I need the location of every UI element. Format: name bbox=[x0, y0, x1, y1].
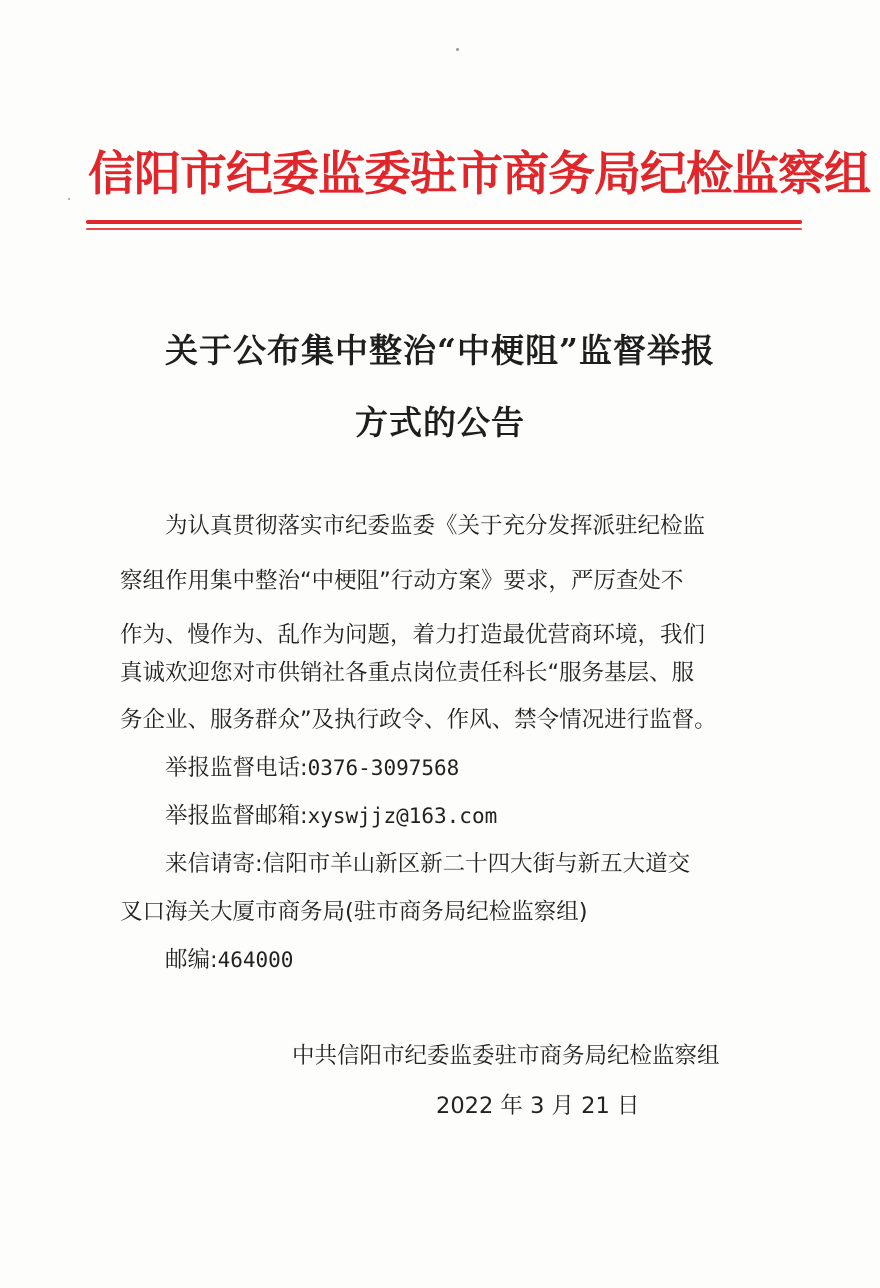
body-line-5: 务企业、服务群众”及执行政令、作风、禁令情况进行监督。 bbox=[120, 707, 717, 733]
signature-organization: 中共信阳市纪委监委驻市商务局纪检监察组 bbox=[292, 1043, 720, 1069]
body-line-3: 作为、慢作为、乱作为问题，着力打造最优营商环境，我们 bbox=[120, 622, 706, 648]
phone-label: 举报监督电话: bbox=[165, 755, 308, 781]
masthead-red-rule bbox=[86, 220, 802, 224]
issue-date: 2022 年 3 月 21 日 bbox=[436, 1093, 640, 1119]
postcode-value: 464000 bbox=[217, 948, 294, 972]
body-line-1: 为认真贯彻落实市纪委监委《关于充分发挥派驻纪检监 bbox=[165, 513, 706, 539]
scan-speck bbox=[68, 198, 70, 200]
phone-line bbox=[165, 752, 770, 784]
email-label: 举报监督邮箱: bbox=[165, 803, 308, 829]
masthead-red-rule-thin bbox=[86, 228, 802, 230]
notice-title-line-1: 关于公布集中整治“中梗阻”监督举报 bbox=[165, 331, 715, 370]
postcode-label: 邮编: bbox=[165, 947, 218, 973]
postcode-line bbox=[165, 944, 770, 976]
notice-title-line-2: 方式的公告 bbox=[355, 403, 525, 442]
phone-number: 0376-3097568 bbox=[307, 756, 460, 780]
email-line bbox=[165, 800, 770, 832]
masthead-title: 信阳市纪委监委驻市商务局纪检监察组 bbox=[88, 147, 870, 202]
email-address: xyswjjz@163.com bbox=[307, 804, 498, 828]
body-line-4: 真诚欢迎您对市供销社各重点岗位责任科长“服务基层、服 bbox=[120, 660, 695, 686]
address-line-1: 来信请寄:信阳市羊山新区新二十四大街与新五大道交 bbox=[165, 851, 691, 877]
address-line-2: 叉口海关大厦市商务局(驻市商务局纪检监察组) bbox=[120, 899, 588, 925]
scan-speck bbox=[456, 48, 459, 51]
body-line-2: 察组作用集中整治“中梗阻”行动方案》要求，严厉查处不 bbox=[120, 568, 684, 594]
